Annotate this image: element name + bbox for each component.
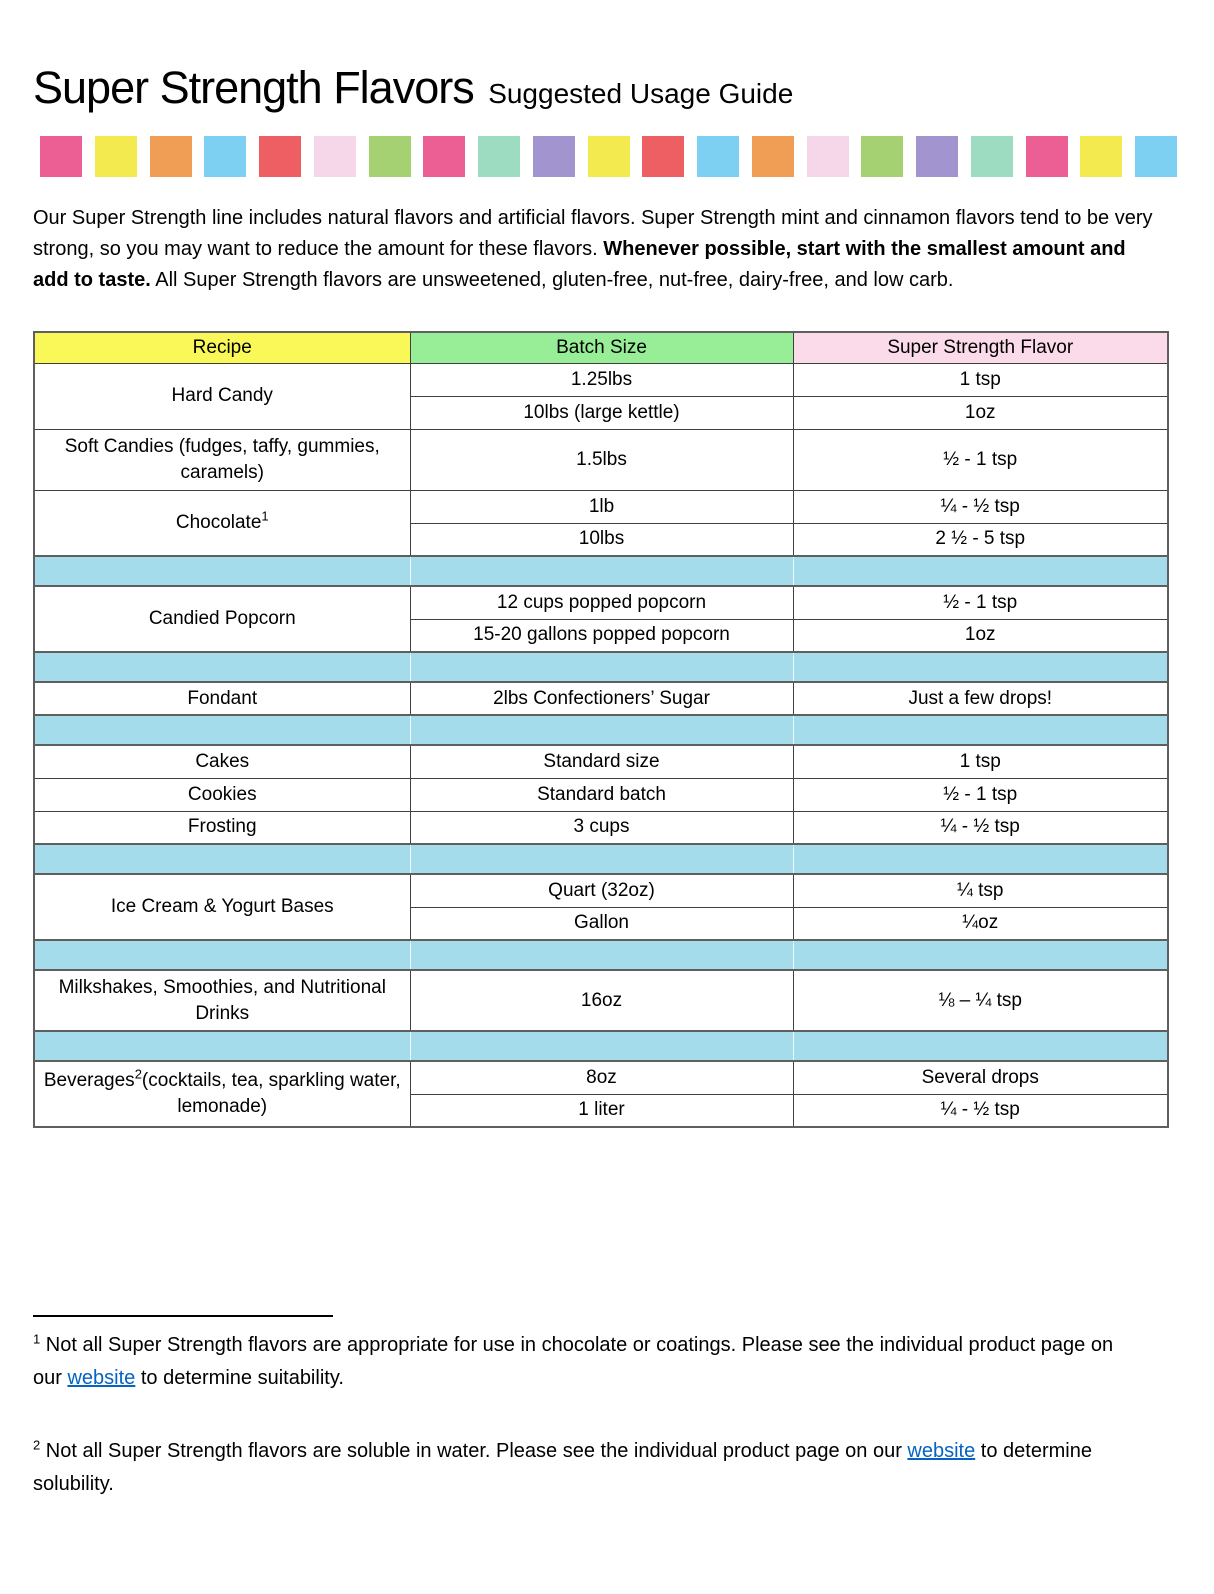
flavor-cell: ¼ - ½ tsp bbox=[793, 1094, 1168, 1127]
flavor-cell: ½ - 1 tsp bbox=[793, 778, 1168, 811]
stripe-square bbox=[95, 136, 137, 177]
footnote: $^2$ Not all Super Strength flavors are soluble in water. Please see the individual product page on our website to determine solubility. bbox=[33, 1437, 1092, 1495]
recipe-cell: Soft Candies (fudges, taffy, gummies, caramels) bbox=[34, 429, 410, 490]
table-row bbox=[34, 874, 1168, 907]
separator-cell bbox=[34, 556, 410, 586]
website-link[interactable]: website bbox=[907, 1440, 976, 1462]
batch-cell: 10lbs (large kettle) bbox=[410, 396, 793, 429]
stripe-square bbox=[150, 136, 192, 177]
batch-cell: 3 cups bbox=[410, 811, 793, 844]
stripe-square bbox=[588, 136, 630, 177]
separator-cell bbox=[410, 1031, 793, 1061]
table-row bbox=[34, 1061, 1168, 1094]
stripe-square bbox=[423, 136, 465, 177]
batch-cell: Standard batch bbox=[410, 778, 793, 811]
separator-cell bbox=[34, 652, 410, 682]
recipe-cell: Candied Popcorn bbox=[34, 586, 410, 652]
website-link[interactable]: website bbox=[67, 1367, 136, 1389]
batch-cell: 16oz bbox=[410, 970, 793, 1031]
flavor-cell: Several drops bbox=[793, 1061, 1168, 1094]
recipe-cell: Frosting bbox=[34, 811, 410, 844]
stripe-square bbox=[204, 136, 246, 177]
stripe-square bbox=[369, 136, 411, 177]
separator-cell bbox=[410, 556, 793, 586]
batch-cell: 8oz bbox=[410, 1061, 793, 1094]
stripe-square bbox=[259, 136, 301, 177]
recipe-cell: Beverages$^2$(cocktails, tea, sparkling water, lemonade) bbox=[34, 1061, 410, 1127]
page-title bbox=[33, 62, 1180, 114]
intro-text-1: Our Super Strength line includes natural flavors and artificial flavors. Super Strength mint and cinnamon flavors tend to be very strong, so you may want to reduce the amount for these flavors. bbox=[33, 207, 1153, 260]
flavor-cell: ¼ - ½ tsp bbox=[793, 490, 1168, 523]
separator-row bbox=[34, 844, 1168, 874]
stripe-square bbox=[916, 136, 958, 177]
batch-cell: 12 cups popped popcorn bbox=[410, 586, 793, 619]
separator-cell bbox=[793, 652, 1168, 682]
recipe-cell: Milkshakes, Smoothies, and Nutritional Drinks bbox=[34, 970, 410, 1031]
table-row bbox=[34, 811, 1168, 844]
flavor-cell: Just a few drops! bbox=[793, 682, 1168, 715]
flavor-cell: ½ - 1 tsp bbox=[793, 586, 1168, 619]
footnote: $^1$ Not all Super Strength flavors are appropriate for use in chocolate or coatings. Please see the individual product page on our website to determine suitability. bbox=[33, 1331, 1114, 1389]
stripe-square bbox=[478, 136, 520, 177]
separator-cell bbox=[793, 715, 1168, 745]
stripe-square bbox=[752, 136, 794, 177]
column-header-flavor: Super Strength Flavor bbox=[793, 332, 1168, 363]
recipe-cell: Chocolate$^1$ bbox=[34, 490, 410, 556]
separator-cell bbox=[793, 844, 1168, 874]
separator-row bbox=[34, 556, 1168, 586]
footnotes-section bbox=[33, 1329, 1180, 1501]
separator-cell bbox=[34, 715, 410, 745]
separator-cell bbox=[34, 844, 410, 874]
flavor-cell: 2 ½ - 5 tsp bbox=[793, 523, 1168, 556]
stripe-square bbox=[697, 136, 739, 177]
stripe-square bbox=[807, 136, 849, 177]
batch-cell: 2lbs Confectioners’ Sugar bbox=[410, 682, 793, 715]
separator-row bbox=[34, 652, 1168, 682]
separator-cell bbox=[410, 652, 793, 682]
flavor-cell: ⅛ – ¼ tsp bbox=[793, 970, 1168, 1031]
separator-cell bbox=[34, 940, 410, 970]
column-header-recipe: Recipe bbox=[34, 332, 410, 363]
recipe-cell: Cookies bbox=[34, 778, 410, 811]
table-row bbox=[34, 586, 1168, 619]
footnote-number: 2 bbox=[33, 1437, 41, 1453]
recipe-cell: Fondant bbox=[34, 682, 410, 715]
table-row bbox=[34, 429, 1168, 490]
batch-cell: 1 liter bbox=[410, 1094, 793, 1127]
separator-cell bbox=[410, 715, 793, 745]
flavor-cell: 1oz bbox=[793, 619, 1168, 652]
recipe-cell: Ice Cream & Yogurt Bases bbox=[34, 874, 410, 940]
separator-cell bbox=[410, 940, 793, 970]
batch-cell: 10lbs bbox=[410, 523, 793, 556]
batch-cell: Standard size bbox=[410, 745, 793, 778]
table-header-row bbox=[34, 332, 1168, 363]
recipe-cell: Cakes bbox=[34, 745, 410, 778]
table-row bbox=[34, 363, 1168, 396]
flavor-cell: 1 tsp bbox=[793, 745, 1168, 778]
table-row bbox=[34, 490, 1168, 523]
table-row bbox=[34, 682, 1168, 715]
footnote-reference: 1 bbox=[261, 508, 269, 524]
batch-cell: 1.5lbs bbox=[410, 429, 793, 490]
separator-cell bbox=[410, 844, 793, 874]
table-row bbox=[34, 778, 1168, 811]
separator-cell bbox=[793, 940, 1168, 970]
stripe-square bbox=[861, 136, 903, 177]
flavor-cell: ½ - 1 tsp bbox=[793, 429, 1168, 490]
batch-cell: Quart (32oz) bbox=[410, 874, 793, 907]
footnote-separator bbox=[33, 1315, 333, 1317]
stripe-square bbox=[971, 136, 1013, 177]
stripe-square bbox=[1026, 136, 1068, 177]
document-subtitle: Suggested Usage Guide bbox=[488, 78, 794, 109]
separator-row bbox=[34, 940, 1168, 970]
intro-text-bold: Whenever possible, start with the smallest amount and add to taste. bbox=[33, 238, 1126, 291]
usage-table bbox=[33, 331, 1169, 1128]
document-title: Super Strength Flavors bbox=[33, 62, 474, 113]
flavor-cell: ¼ - ½ tsp bbox=[793, 811, 1168, 844]
flavor-cell: ¼oz bbox=[793, 907, 1168, 940]
batch-cell: 1.25lbs bbox=[410, 363, 793, 396]
footnote-reference: 2 bbox=[134, 1066, 142, 1082]
separator-cell bbox=[34, 1031, 410, 1061]
flavor-cell: ¼ tsp bbox=[793, 874, 1168, 907]
table-row bbox=[34, 745, 1168, 778]
batch-cell: Gallon bbox=[410, 907, 793, 940]
separator-row bbox=[34, 715, 1168, 745]
intro-paragraph bbox=[33, 203, 1163, 296]
flavor-cell: 1 tsp bbox=[793, 363, 1168, 396]
separator-cell bbox=[793, 556, 1168, 586]
batch-cell: 15-20 gallons popped popcorn bbox=[410, 619, 793, 652]
batch-cell: 1lb bbox=[410, 490, 793, 523]
separator-cell bbox=[793, 1031, 1168, 1061]
flavor-cell: 1oz bbox=[793, 396, 1168, 429]
footnote-number: 1 bbox=[33, 1331, 41, 1347]
stripe-square bbox=[1135, 136, 1177, 177]
stripe-square bbox=[314, 136, 356, 177]
table-row bbox=[34, 970, 1168, 1031]
separator-row bbox=[34, 1031, 1168, 1061]
intro-text-2: All Super Strength flavors are unsweetened, gluten-free, nut-free, dairy-free, and low carb. bbox=[150, 269, 954, 291]
stripe-square bbox=[533, 136, 575, 177]
stripe-square bbox=[1080, 136, 1122, 177]
stripe-square bbox=[40, 136, 82, 177]
column-header-batch-size: Batch Size bbox=[410, 332, 793, 363]
recipe-cell: Hard Candy bbox=[34, 363, 410, 429]
stripe-square bbox=[642, 136, 684, 177]
color-stripe bbox=[40, 136, 1177, 177]
